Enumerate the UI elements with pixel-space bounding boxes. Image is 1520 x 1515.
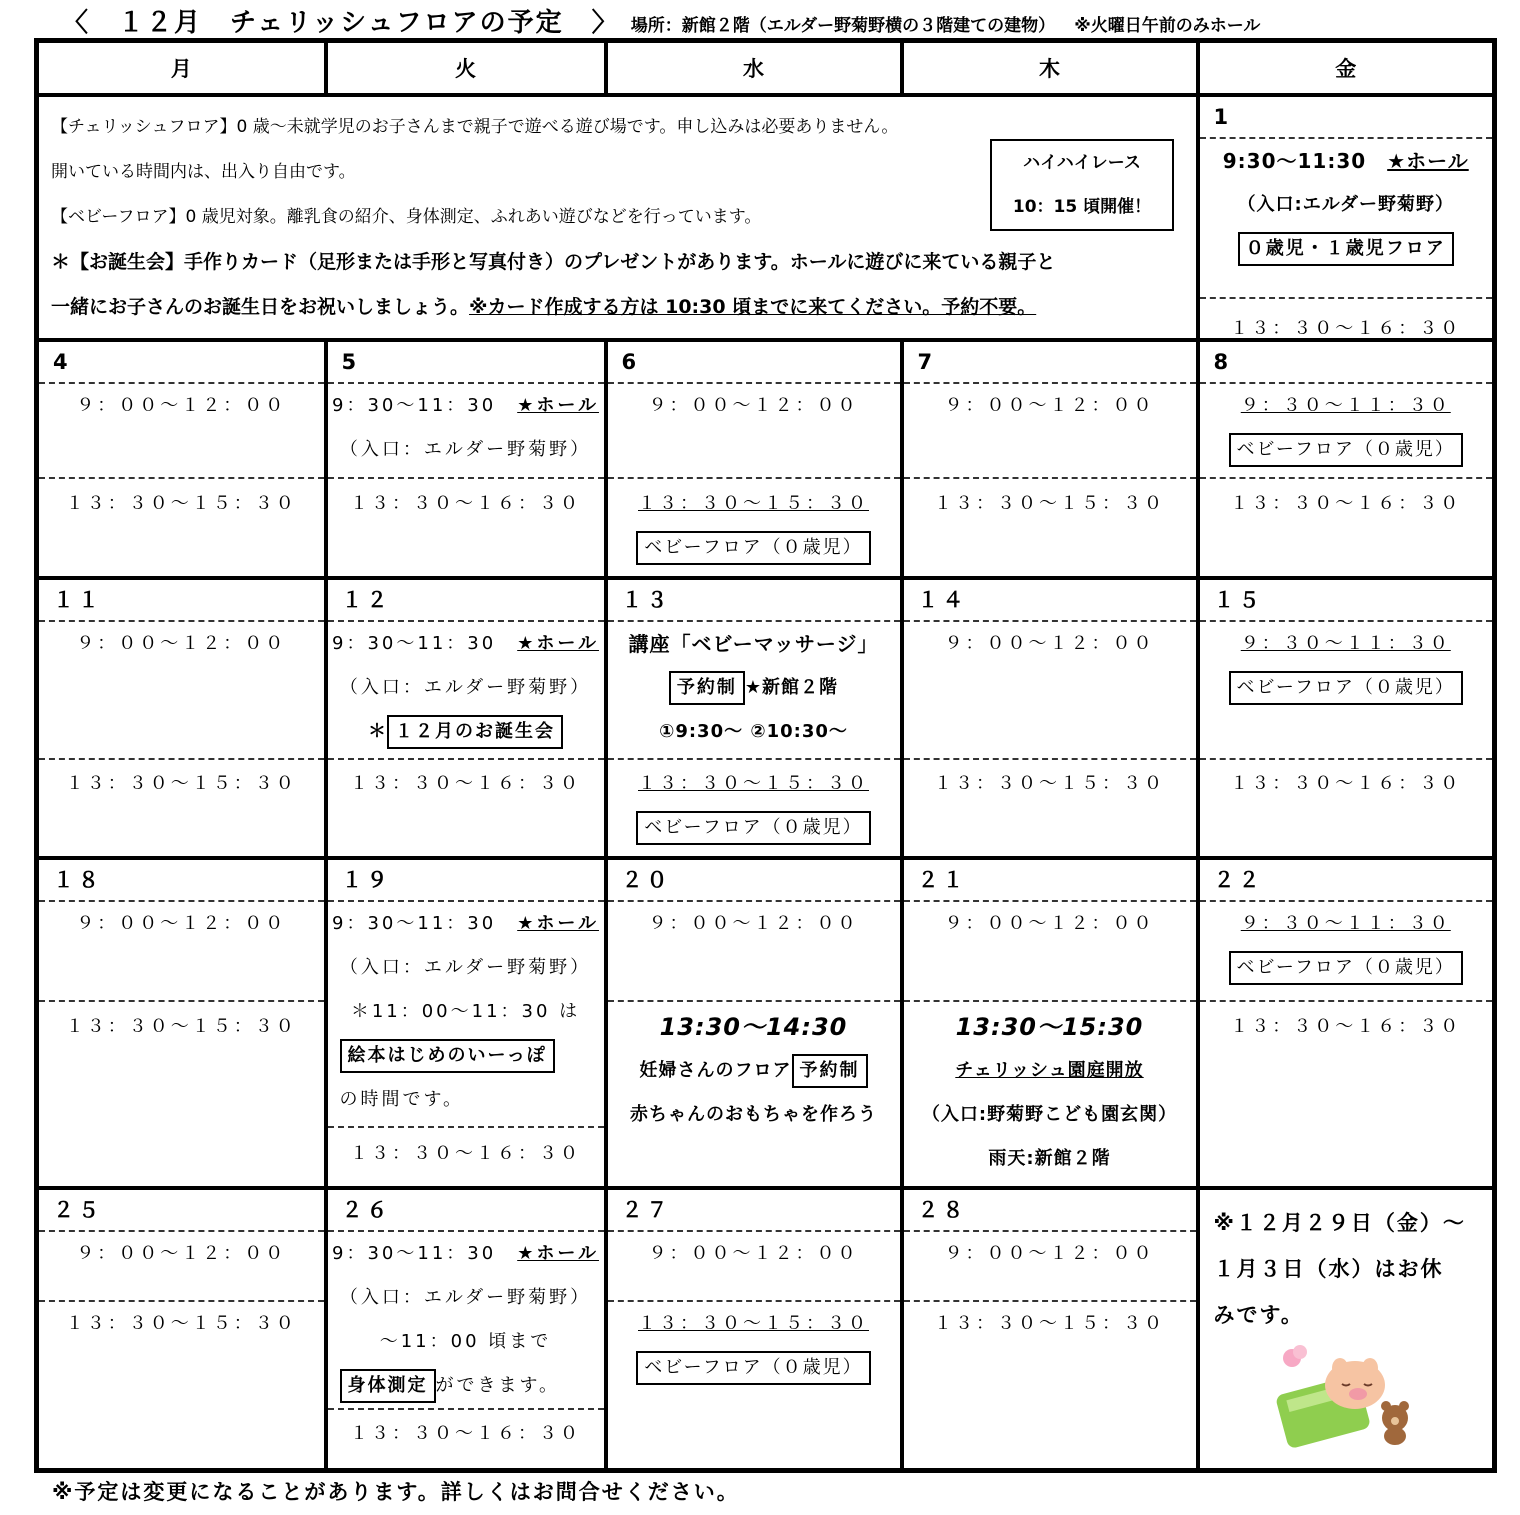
- intro-line-5b: ※カード作成する方は 10:30 頃までに来てください。予約不要。: [469, 296, 1037, 318]
- am-time: ９：００～１２：００: [648, 1243, 859, 1264]
- date-number: 4: [39, 342, 324, 384]
- footer-note: ※予定は変更になることがあります。詳しくはお問合せください。: [52, 1480, 740, 1504]
- holiday-cell: [1198, 1188, 1495, 1470]
- am-time: ９：３０～１１：３０: [1240, 633, 1451, 654]
- day-cell-11: [37, 578, 326, 858]
- day-cell-21: [902, 858, 1198, 1188]
- am-time: ９：００～１２：００: [944, 1243, 1155, 1264]
- week-row-1: [37, 95, 1495, 340]
- pm-time: 13:30～15:30: [955, 1013, 1144, 1041]
- holiday-line-2: １月３日（水）はお休: [1213, 1257, 1444, 1281]
- entrance-text: （入口：エルダー野菊野）: [339, 439, 592, 460]
- day-cell-1: [1198, 95, 1495, 340]
- week-row-3: [37, 578, 1495, 858]
- pm-time: 13:30～14:30: [659, 1013, 848, 1041]
- date-number: 8: [1200, 342, 1493, 384]
- intro-line-5a: 一緒にお子さんのお誕生日をお祝いしましょう。: [51, 296, 470, 318]
- baby-floor-box: ベビーフロア（０歳児）: [1229, 433, 1463, 467]
- day-cell-19: [326, 858, 606, 1188]
- date-number: ２１: [904, 860, 1196, 902]
- day-cell-7: [902, 340, 1198, 578]
- birthday-box: １２月のお誕生会: [387, 715, 563, 749]
- measure-line: 身体測定 ができます。: [328, 1364, 604, 1408]
- weekday-thu: 木: [902, 41, 1198, 96]
- am-time: ９：００～１２：００: [648, 913, 859, 934]
- entrance-text: （入口：エルダー野菊野）: [339, 1287, 592, 1308]
- baby-floor-box: ベビーフロア（０歳児）: [636, 811, 870, 845]
- measure-box: 身体測定: [340, 1369, 436, 1403]
- am-time: 9：30～11：30 ★ホール: [332, 1243, 599, 1264]
- am-time: ９：００～１２：００: [76, 1243, 287, 1264]
- entrance-text: （入口：エルダー野菊野）: [339, 677, 592, 698]
- date-number: 6: [608, 342, 900, 384]
- day-cell-22: [1198, 858, 1495, 1188]
- pm-time: １３：３０～１５：３０: [65, 1016, 297, 1037]
- intro-line-4: ＊【お誕生会】手作りカード（足形または手形と写真付き）のプレゼントがあります。ホールに遊びに来ている親子と: [51, 251, 1056, 273]
- week-row-5: [37, 1188, 1495, 1470]
- page-title: 〈 １２月 チェリッシュフロアの予定 〉: [62, 8, 620, 38]
- location-text: 場所：新館２階（エルダー野菊野横の３階建ての建物）: [630, 16, 1056, 36]
- floor-box: ０歳児・１歳児フロア: [1238, 232, 1454, 266]
- story-line-3: の時間です。: [339, 1089, 465, 1110]
- pm-time: １３：３０～１５：３０: [65, 773, 297, 794]
- callout-title: ハイハイレース: [1023, 153, 1141, 173]
- day-cell-12: [326, 578, 606, 858]
- day-cell-6: [606, 340, 902, 578]
- am-time: 9：30～11：30 ★ホール: [332, 395, 599, 416]
- am-time: ９：３０～１１：３０: [1240, 395, 1451, 416]
- day-cell-25: [37, 1188, 326, 1470]
- holiday-line-3: みです。: [1213, 1303, 1304, 1327]
- pm-time: １３：３０～１５：３０: [934, 773, 1165, 794]
- am-time: ９：００～１２：００: [648, 395, 859, 416]
- date-number: １５: [1200, 580, 1493, 622]
- callout-time: 10：15 頃開催！: [1012, 197, 1152, 217]
- day-cell-26: [326, 1188, 606, 1470]
- day-cell-15: [1198, 578, 1495, 858]
- intro-line-1: 【チェリッシュフロア】0 歳～未就学児のお子さんまで親子で遊べる遊び場です。申し込みは必要ありません。: [51, 117, 899, 137]
- am-time: 9：30～11：30 ★ホール: [332, 633, 599, 654]
- pm-time: １３：３０～１５：３０: [638, 1313, 869, 1334]
- date-number: ２２: [1200, 860, 1493, 902]
- am-time: ９：００～１２：００: [944, 395, 1155, 416]
- day-cell-18: [37, 858, 326, 1188]
- date-number: １１: [39, 580, 324, 622]
- pm-time: １３：３０～１６：３０: [1230, 773, 1462, 794]
- intro-line-5: [51, 285, 1184, 330]
- course-reserve: 予約制 ★新館２階: [608, 666, 900, 710]
- weekday-header-row: [37, 41, 1495, 96]
- am-time: ９：００～１２：００: [944, 633, 1155, 654]
- pm-time: １３：３０～１６：３０: [350, 773, 581, 794]
- date-number: １９: [328, 860, 604, 902]
- day-cell-5: [326, 340, 606, 578]
- course-title: 講座「ベビーマッサージ」: [628, 632, 879, 656]
- weekday-fri: 金: [1198, 41, 1495, 96]
- baby-floor-box: ベビーフロア（０歳児）: [636, 531, 870, 565]
- am-time: ９：００～１２：００: [76, 633, 287, 654]
- date-number: １２: [328, 580, 604, 622]
- pm-time: １３：３０～１５：３０: [638, 773, 869, 794]
- rain-note: 雨天:新館２階: [988, 1148, 1111, 1169]
- pm-time: １３：３０～１５：３０: [65, 1313, 297, 1334]
- am-time: ９：００～１２：００: [76, 395, 287, 416]
- sleeping-pig-illustration: [1270, 1340, 1420, 1450]
- week-row-2: [37, 340, 1495, 578]
- pm-time: １３：３０～１６：３０: [350, 1423, 581, 1444]
- reserve-box: 予約制: [792, 1054, 868, 1088]
- am-time: ９：３０～１１：３０: [1240, 913, 1451, 934]
- baby-floor-box: ベビーフロア（０歳児）: [1229, 671, 1463, 705]
- date-number: ２０: [608, 860, 900, 902]
- date-number: 5: [328, 342, 604, 384]
- day-cell-4: [37, 340, 326, 578]
- am-time: ９：００～１２：００: [944, 913, 1155, 934]
- intro-line-2: 開いている時間内は、出入り自由です。: [51, 162, 356, 182]
- date-number: 1: [1200, 97, 1493, 139]
- birthday-line: ＊ １２月のお誕生会: [328, 710, 604, 754]
- calendar-table: [34, 38, 1497, 1473]
- story-box: 絵本はじめのいーっぽ: [340, 1039, 555, 1073]
- day-cell-13: [606, 578, 902, 858]
- am-time: 9:30～11:30 ★ホール: [1222, 149, 1469, 173]
- pm-event: 妊婦さんのフロア 予約制: [608, 1049, 900, 1093]
- entrance-text: （入口：エルダー野菊野）: [339, 957, 592, 978]
- garden-open: チェリッシュ園庭開放: [955, 1060, 1144, 1081]
- date-number: 7: [904, 342, 1196, 384]
- date-number: １３: [608, 580, 900, 622]
- day-cell-27: [606, 1188, 902, 1470]
- holiday-line-1: ※１２月２９日（金）～: [1213, 1211, 1466, 1235]
- pm-time: １３：３０～１６：３０: [1230, 493, 1462, 514]
- day-cell-8: [1198, 340, 1495, 578]
- story-line-1: ＊11：00～11：30 は: [350, 1001, 581, 1022]
- date-number: ２８: [904, 1190, 1196, 1232]
- hall-note: ※火曜日午前のみホール: [1074, 16, 1261, 36]
- weekday-tue: 火: [326, 41, 606, 96]
- am-time: ９：００～１２：００: [76, 913, 287, 934]
- date-number: ２６: [328, 1190, 604, 1232]
- week-row-4: [37, 858, 1495, 1188]
- day-cell-28: [902, 1188, 1198, 1470]
- pm-time: １３：３０～１５：３０: [65, 493, 297, 514]
- crawling-race-callout: [990, 139, 1174, 231]
- pm-time: １３：３０～１６：３０: [350, 1143, 581, 1164]
- entrance-text: （入口:エルダー野菊野）: [1237, 194, 1454, 215]
- pm-time: １３：３０～１５：３０: [934, 1313, 1165, 1334]
- day-cell-20: [606, 858, 902, 1188]
- pm-time: １３：３０～１６：３０: [350, 493, 581, 514]
- weekday-wed: 水: [606, 41, 902, 96]
- page-header: [62, 2, 1512, 36]
- baby-floor-box: ベビーフロア（０歳児）: [1229, 951, 1463, 985]
- weekday-mon: 月: [37, 41, 326, 96]
- date-number: １８: [39, 860, 324, 902]
- day-cell-14: [902, 578, 1198, 858]
- intro-line-3: 【ベビーフロア】0 歳児対象。離乳食の紹介、身体測定、ふれあい遊びなどを行っています。: [51, 207, 762, 227]
- until-text: ～11：00 頃まで: [379, 1331, 552, 1352]
- garden-entrance: （入口:野菊野こども園玄関）: [921, 1104, 1178, 1125]
- date-number: １４: [904, 580, 1196, 622]
- pm-time: １３：３０～１５：３０: [638, 493, 869, 514]
- date-number: ２７: [608, 1190, 900, 1232]
- pm-time: １３：３０～１６：３０: [1230, 1016, 1462, 1037]
- course-times: ①9:30～ ②10:30～: [659, 721, 848, 742]
- date-number: ２５: [39, 1190, 324, 1232]
- pm-time: １３：３０～１６：３０: [1230, 318, 1462, 339]
- baby-floor-box: ベビーフロア（０歳児）: [636, 1351, 870, 1385]
- am-time: 9：30～11：30 ★ホール: [332, 913, 599, 934]
- pm-event-2: 赤ちゃんのおもちゃを作ろう: [630, 1104, 877, 1125]
- pm-time: １３：３０～１５：３０: [934, 493, 1165, 514]
